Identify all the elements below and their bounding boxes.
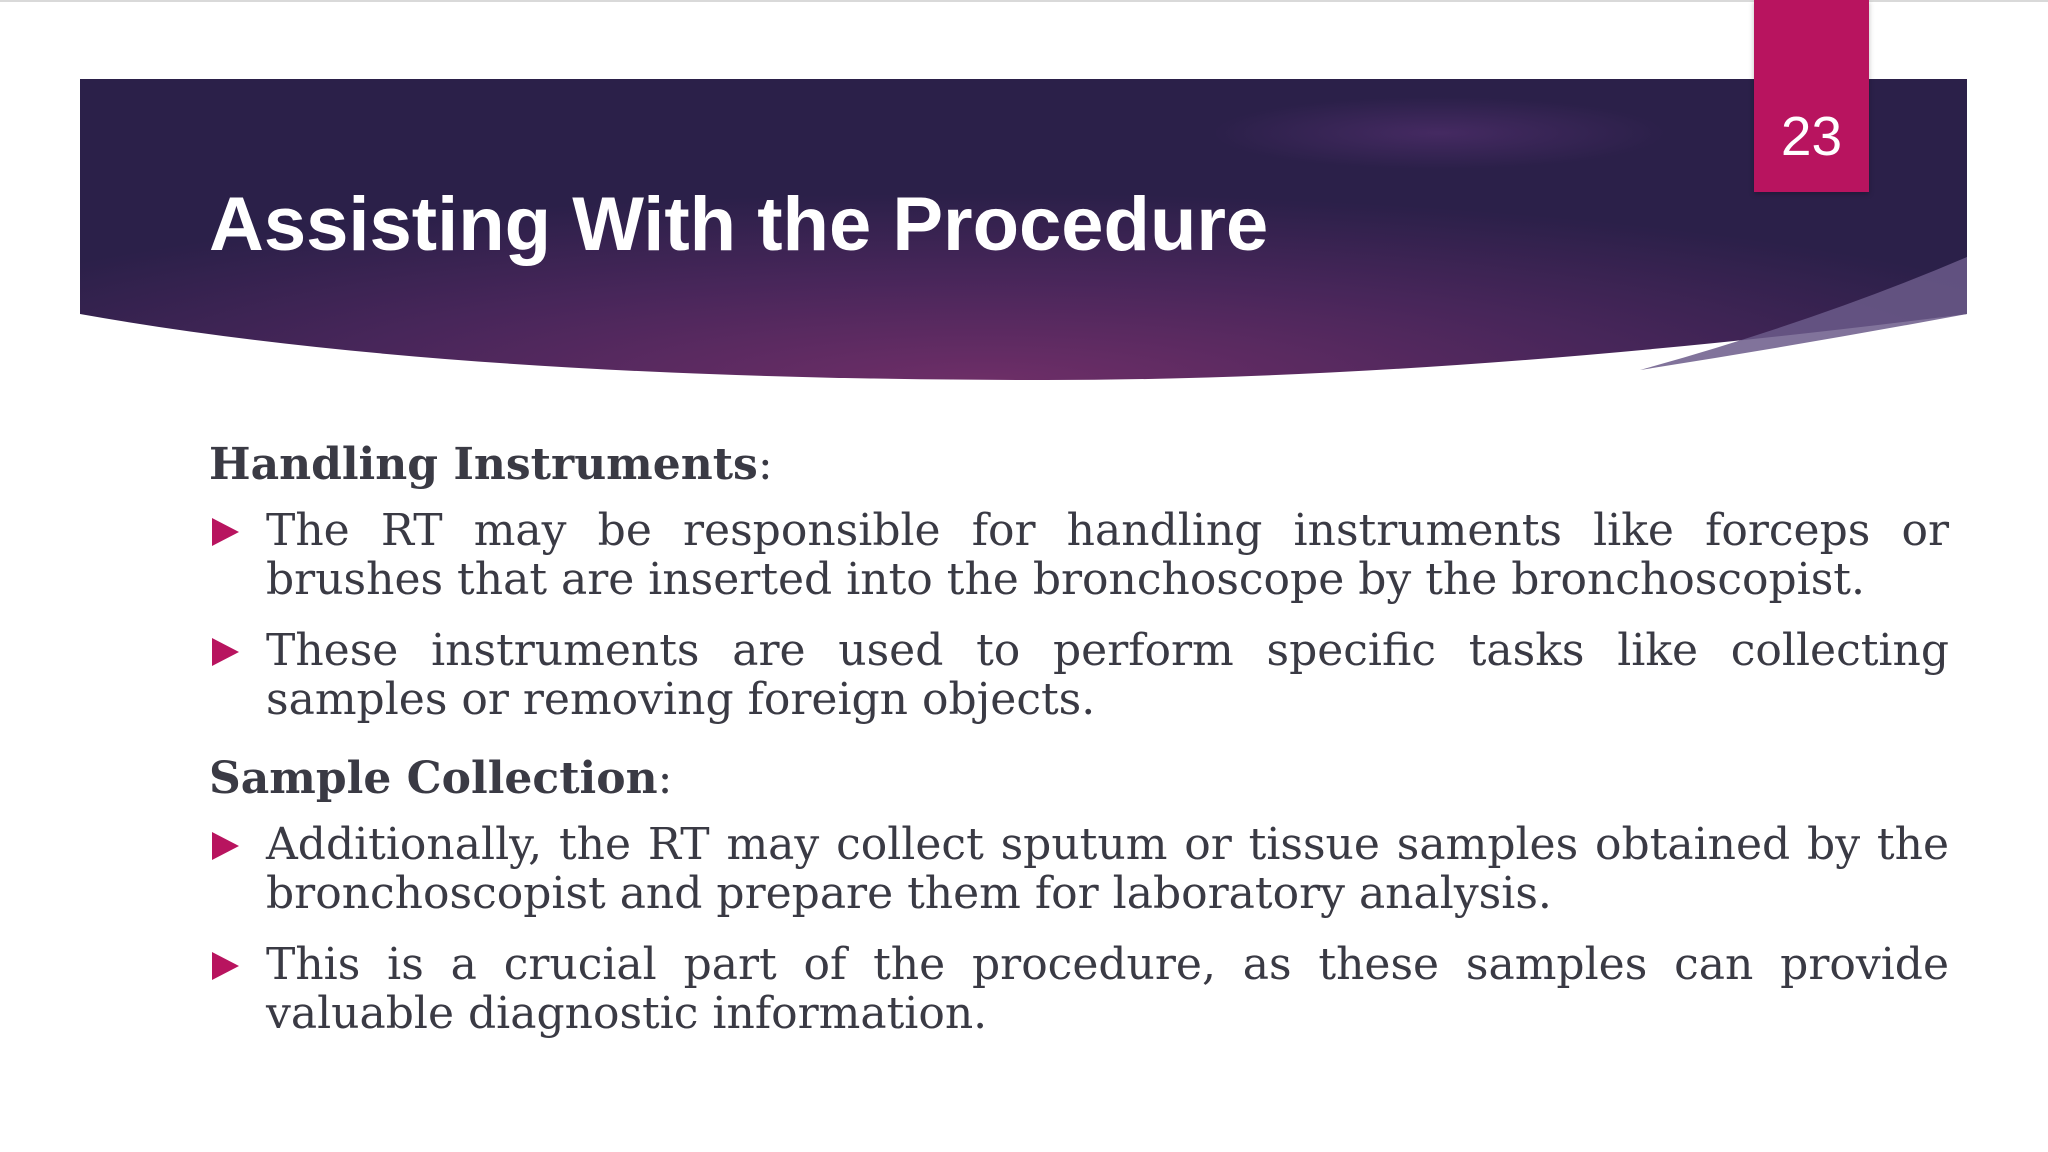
list-item (209, 820, 1949, 918)
section-heading-label: Sample Collection (209, 753, 658, 804)
page-number-tab (1754, 0, 1869, 192)
section-heading-colon: : (657, 753, 673, 804)
right-triangle-bullet-icon (212, 952, 239, 980)
bullet-text: These instruments are used to perform specific tasks like collecting samples or removing foreign objects. (266, 625, 1949, 725)
section-heading-sample-collection (209, 746, 1949, 812)
slide-title: Assisting With the Procedure (209, 182, 1269, 267)
bullet-text: The RT may be responsible for handling instruments like forceps or brushes that are inserted into the bronchoscope by the bronchoscopist. (266, 505, 1949, 605)
page-number: 23 (1780, 105, 1843, 167)
bullet-list-handling-instruments (209, 506, 1949, 724)
list-item (209, 940, 1949, 1038)
section-heading-colon: : (757, 439, 773, 490)
bullet-text: Additionally, the RT may collect sputum or tissue samples obtained by the bronchoscopist and prepare them for laboratory analysis. (266, 819, 1949, 919)
list-item (209, 626, 1949, 724)
section-heading-label: Handling Instruments (209, 439, 758, 490)
list-item (209, 506, 1949, 604)
bullet-list-sample-collection (209, 820, 1949, 1038)
slide-content (209, 432, 1949, 1060)
right-triangle-bullet-icon (212, 832, 239, 860)
right-triangle-bullet-icon (212, 518, 239, 546)
section-heading-handling-instruments (209, 432, 1949, 498)
right-triangle-bullet-icon (212, 638, 239, 666)
bullet-text: This is a crucial part of the procedure, as these samples can provide valuable diagnostic information. (266, 939, 1949, 1039)
